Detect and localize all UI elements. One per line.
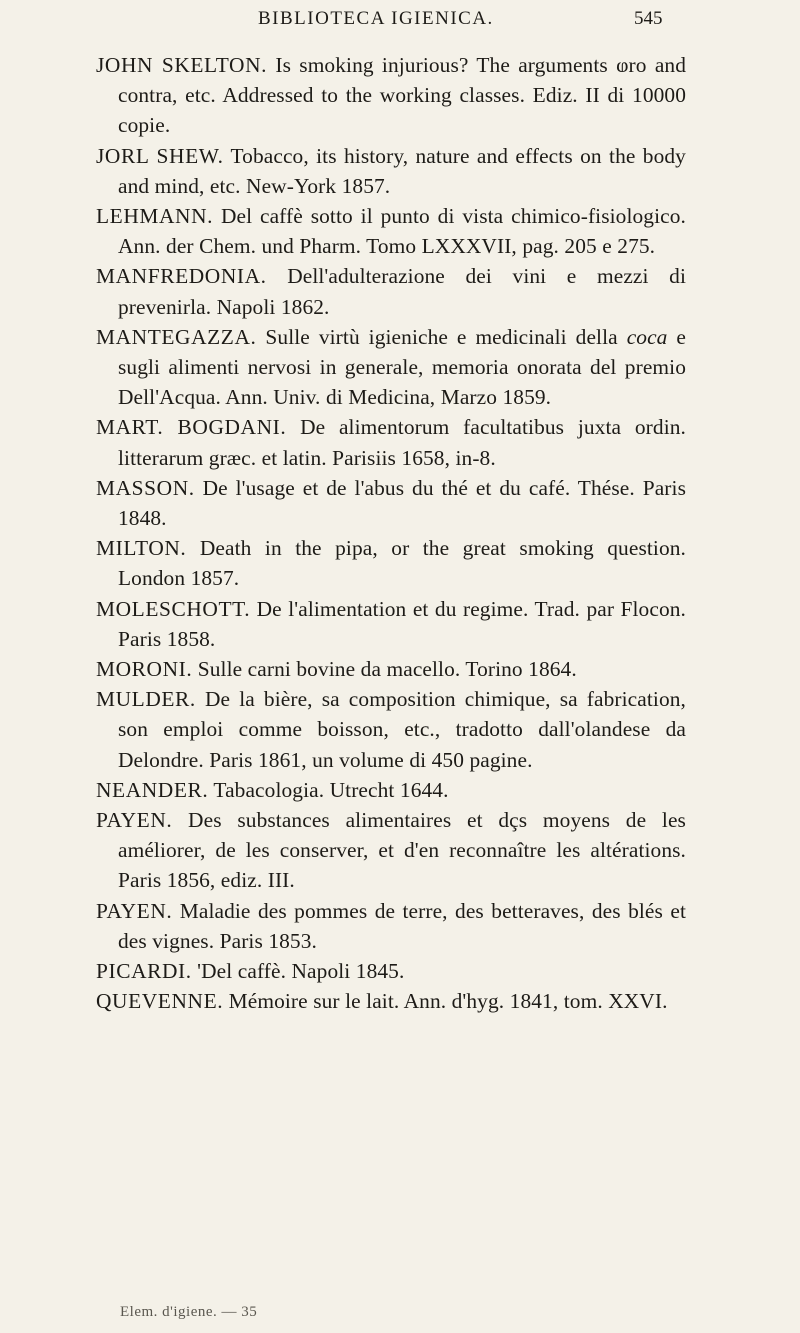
entry-author: MASSON. [96,475,195,500]
entry-text: 'Del caffè. Napoli 1845. [191,959,405,984]
bibliography-entry [0,533,686,593]
entry-text: De l'usage et de l'abus du thé et du café. Thése. Paris 1848. [118,475,686,531]
bibliography-entry [0,412,686,472]
entry-text-continued: e sugli alimenti nervosi in generale, memoria onorata del premio Dell'Acqua. Ann. Univ. di Medicina, Marzo 1859. [118,324,687,410]
entry-author: JORL SHEW. [96,143,224,168]
bibliography-entry [0,261,686,321]
entry-text: Maladie des pommes de terre, des betteraves, des blés et des vignes. Paris 1853. [118,898,686,953]
entry-text: Del caffè sotto il punto di vista chimico-fisiologico. Ann. der Chem. und Pharm. Tomo LXXXVII, pag. 205 e 275. [118,204,686,259]
entry-author: PICARDI. [96,959,192,984]
bibliography-entry [0,473,686,533]
bibliography-entry [0,805,686,896]
bibliography-entry [0,986,686,1016]
entry-author: MART. BOGDANI. [96,415,287,440]
bibliography-list [0,50,800,1017]
entry-author: NEANDER. [96,777,209,802]
entry-text: Sulle carni bovine da macello. Torino 1864. [192,657,577,682]
entry-italic-term: coca [626,324,668,349]
entry-text: De alimentorum facultatibus juxta ordin. litterarum græc. et latin. Parisiis 1658, in-8. [118,415,686,470]
entry-text: Tobacco, its history, nature and effects on the body and mind, etc. New-York 1857. [118,143,686,198]
bibliography-entry [0,50,686,141]
entry-text: De la bière, sa composition chimique, sa fabrication, son emploi comme boisson, etc., tradotto dall'olandese da Delondre. Paris 1861, un volume di 450 pagine. [118,687,686,772]
entry-author: PAYEN. [96,898,173,923]
bibliography-entry [0,594,686,654]
entry-text: Mémoire sur le lait. Ann. d'hyg. 1841, tom. XXVI. [223,989,668,1014]
entry-author: MANTEGAZZA. [96,324,257,349]
entry-author: LEHMANN. [96,204,214,229]
entry-author: MOLESCHOTT. [96,596,251,621]
page-number: 545 [634,8,663,29]
entry-author: MORONI. [96,657,193,682]
running-head [0,8,800,38]
running-title: BIBLIOTECA IGIENICA. [258,8,494,29]
entry-author: QUEVENNE. [96,989,224,1014]
entry-text: Des substances alimentaires et dçs moyens de les améliorer, de les conserver, et d'en reconnaître les altérations. Paris 1856, ediz. III. [118,808,686,893]
entry-author: MULDER. [96,687,196,712]
entry-author: MILTON. [96,536,187,561]
signature-mark: Elem. d'igiene. — 35 [120,1304,258,1320]
bibliography-entry [0,956,686,986]
bibliography-entry [0,896,686,956]
bibliography-entry [0,775,686,805]
entry-text: Dell'adulterazione dei vini e mezzi di prevenirla. Napoli 1862. [118,264,686,319]
entry-author: PAYEN. [96,808,173,833]
entry-text: Death in the pipa, or the great smoking question. London 1857. [118,536,686,591]
bibliography-entry [0,654,686,684]
bibliography-entry [0,684,686,775]
entry-text: Is smoking injurious? The arguments ⱷro and contra, etc. Addressed to the working classes. Ediz. II di 10000 copie. [118,53,687,138]
entry-author: JOHN SKELTON. [96,53,268,77]
bibliography-entry [0,141,686,201]
bibliography-entry [0,322,686,413]
entry-text: De l'alimentation et du regime. Trad. par Flocon. Paris 1858. [118,596,686,651]
entry-author: MANFREDONIA. [96,264,267,289]
entry-text: Sulle virtù igieniche e medicinali della [256,324,627,349]
entry-text: Tabacologia. Utrecht 1644. [208,777,449,802]
bibliography-entry [0,201,686,261]
